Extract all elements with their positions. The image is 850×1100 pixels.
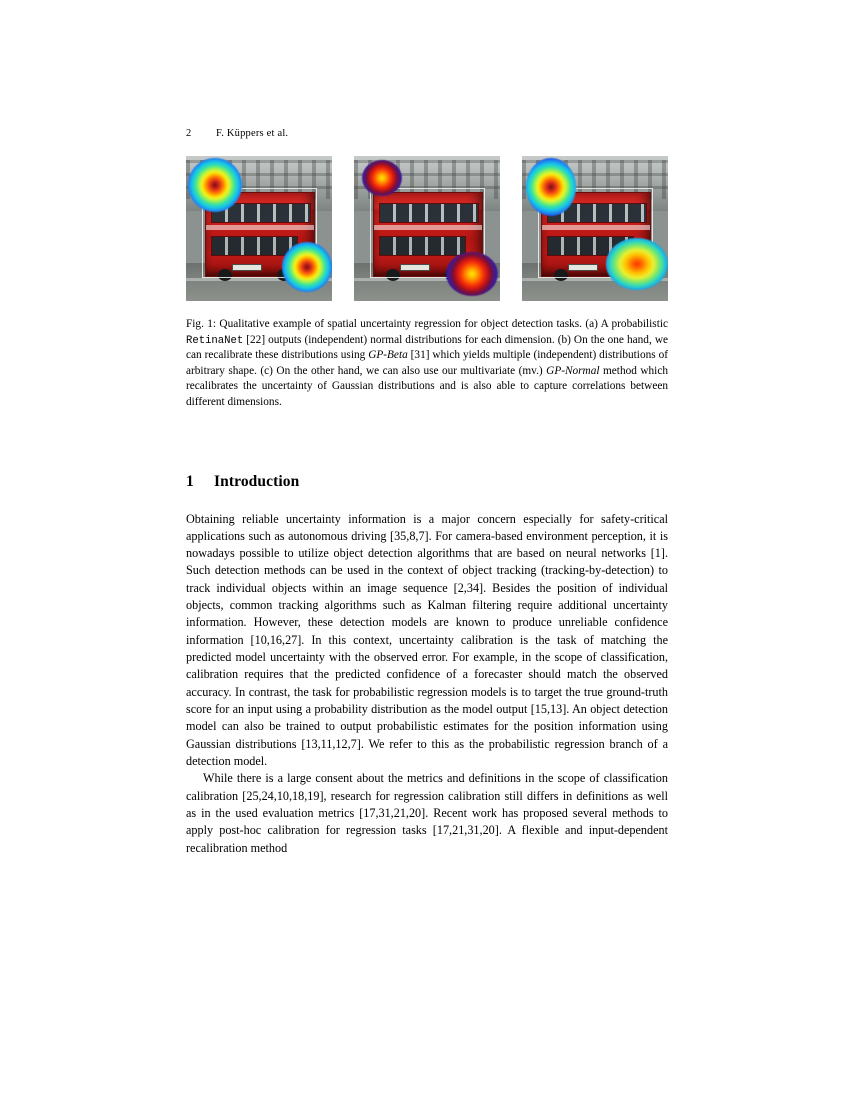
- page-content: [186, 128, 668, 857]
- figure-caption-text-4: method which recalibrates the uncertainty of Gaussian distributions and is also able to capture correlations between different dimensions.: [186, 364, 668, 408]
- figure-panel-b: [354, 156, 500, 301]
- figure-caption-italic-gp-beta: GP-Beta: [368, 349, 408, 362]
- section-number: 1: [186, 472, 194, 490]
- figure-caption: [186, 317, 668, 411]
- bus-photo-b: [354, 156, 500, 301]
- paragraph-1: Obtaining reliable uncertainty information is a major concern especially for safety-critical applications such as autonomous driving [35,8,7]. For camera-based environment perception, it is nowadays possible to utilize object detection algorithms that are based on neural networks [1]. Such detection methods can be used in the context of object tracking (tracking-by-detection) to track individual objects within an image sequence [2,34]. Besides the position of individual objects, common tracking algorithms such as Kalman filtering require additional uncertainty information. However, these detection models are known to produce unreliable confidence information [10,16,27]. In this context, uncertainty calibration is the task of matching the predicted model uncertainty with the observed error. For example, in the scope of classification, calibration requires that the predicted confidence of a forecaster should match the observed accuracy. In contrast, the task for probabilistic regression models is to target the true ground-truth score for an input using a probability distribution as the model output [15,13]. An object detection model can also be trained to output probabilistic estimates for the position information using Gaussian distributions [13,11,12,7]. We refer to this as the probabilistic regression branch of a detection model.: [186, 511, 668, 769]
- uncertainty-heatmap-topleft: [526, 158, 576, 216]
- page-number: 2: [186, 128, 192, 139]
- figure-caption-text-2: [22] outputs (independent) normal distributions for each dimension. (b) On the one hand, we can recalibrate these distributions using: [186, 333, 668, 362]
- figure-caption-text-1: Qualitative example of spatial uncertainty regression for object detection tasks. (a) A probabilistic: [216, 318, 668, 330]
- section-heading: [186, 473, 668, 491]
- section-title: Introduction: [214, 472, 300, 490]
- uncertainty-heatmap-bottomright: [282, 242, 332, 292]
- figure-caption-text-3: [31] which yields multiple (independent) distributions of arbitrary shape. (c) On the other hand, we can also use our multivariate (mv.): [186, 349, 668, 377]
- body-text: [186, 511, 668, 858]
- paragraph-2: While there is a large consent about the metrics and definitions in the scope of classification calibration [25,24,10,18,19], research for regression calibration still differs in definitions as well as in the used evaluation metrics [17,31,21,20]. Recent work has proposed several methods to apply post-hoc calibration for regression tasks [17,21,31,20]. A flexible and input-dependent recalibration method: [186, 771, 668, 855]
- uncertainty-heatmap-bottomright: [446, 252, 498, 296]
- figure-panel-c: [522, 156, 668, 301]
- running-head: [186, 128, 668, 142]
- uncertainty-heatmap-topleft: [188, 158, 242, 212]
- figure-caption-mono-retinanet: RetinaNet: [186, 334, 244, 347]
- figure-caption-italic-gp-normal: GP-Normal: [546, 364, 600, 377]
- uncertainty-heatmap-bottomright: [606, 238, 668, 290]
- figure-panel-a: [186, 156, 332, 301]
- running-head-authors: F. Küppers et al.: [216, 128, 289, 139]
- bus-photo-c: [522, 156, 668, 301]
- figure-1: [186, 156, 668, 301]
- bus-photo-a: [186, 156, 332, 301]
- uncertainty-heatmap-topleft: [362, 160, 402, 196]
- figure-caption-label: Fig. 1:: [186, 318, 217, 330]
